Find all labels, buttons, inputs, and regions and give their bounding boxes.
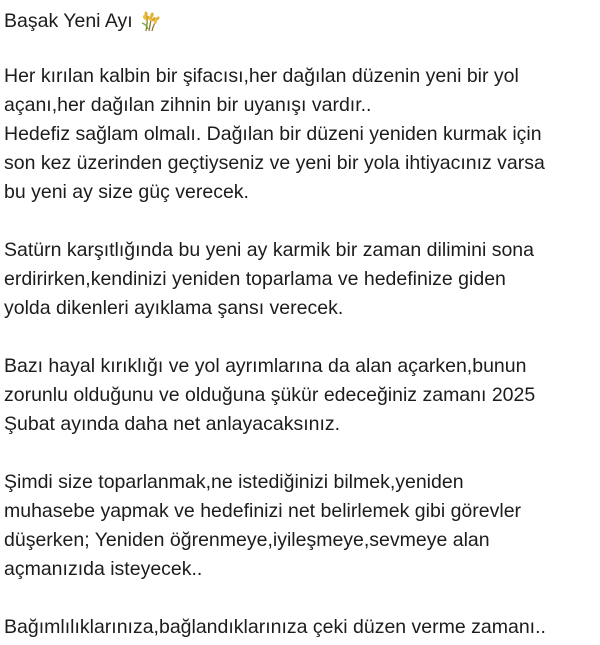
text-line: muhasebe yapmak ve hedefinizi net belirlemek gibi görevler	[4, 500, 522, 522]
text-line: Her kırılan kalbin bir şifacısı,her dağılan düzenin yeni bir yol	[4, 65, 519, 87]
text-line: Şimdi size toparlanmak,ne istediğinizi bilmek,yeniden	[4, 471, 464, 493]
text-line: açmanızıda isteyecek..	[4, 558, 203, 580]
paragraph-2	[4, 236, 596, 323]
post-title: Başak Yeni Ayı	[4, 10, 133, 32]
post-title-row	[4, 6, 596, 36]
text-line: Hedefiz sağlam olmalı. Dağılan bir düzeni yeniden kurmak için	[4, 123, 542, 145]
wheat-sheaf-icon	[138, 10, 160, 32]
text-line: Bazı hayal kırıklığı ve yol ayrımlarına da alan açarken,bunun	[4, 355, 527, 377]
text-line: Bağımlılıklarınıza,bağlandıklarınıza çeki düzen verme zamanı..	[4, 616, 546, 638]
paragraph-4	[4, 468, 596, 584]
text-line: son kez üzerinden geçtiyseniz ve yeni bir yola ihtiyacınız varsa	[4, 152, 545, 174]
text-line: Satürn karşıtlığında bu yeni ay karmik bir zaman dilimini sona	[4, 239, 534, 261]
paragraph-5	[4, 613, 596, 642]
paragraph-1	[4, 62, 596, 207]
text-line: erdirirken,kendinizi yeniden toparlama ve hedefinize giden	[4, 268, 506, 290]
paragraph-3	[4, 352, 596, 439]
text-line: Şubat ayında daha net anlayacaksınız.	[4, 413, 341, 435]
text-line: yolda dikenleri ayıklama şansı verecek.	[4, 297, 344, 319]
text-line: zorunlu olduğunu ve olduğuna şükür edeceğiniz zamanı 2025	[4, 384, 536, 406]
text-line: bu yeni ay size güç verecek.	[4, 181, 249, 203]
text-line: açanı,her dağılan zihnin bir uyanışı vardır..	[4, 94, 372, 116]
text-line: düşerken; Yeniden öğrenmeye,iyileşmeye,sevmeye alan	[4, 529, 490, 551]
